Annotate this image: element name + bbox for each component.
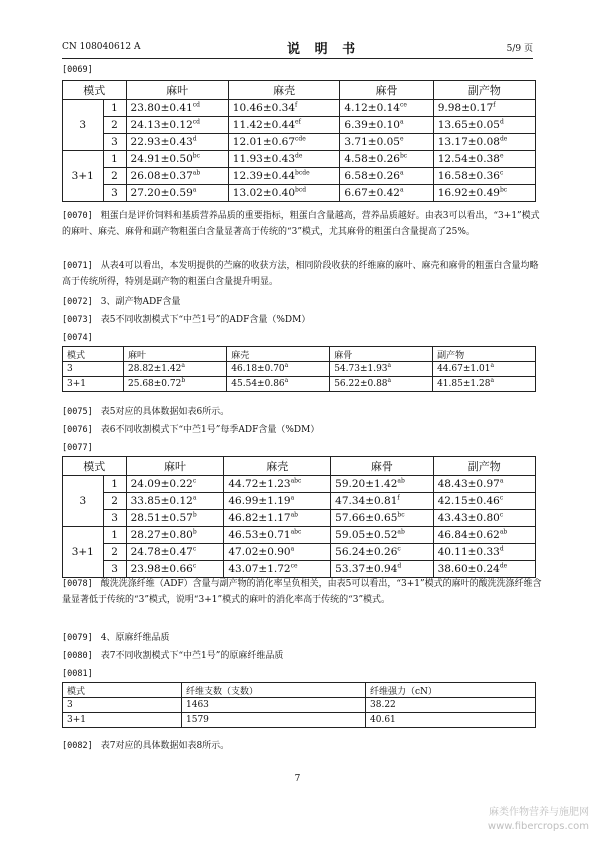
significance-letter: e <box>499 152 504 160</box>
significance-letter: c <box>192 545 197 553</box>
para-tag: [0071] <box>62 261 93 271</box>
table-header: 麻叶 <box>124 347 227 362</box>
para-text: 表7对应的具体数据如表8所示。 <box>100 741 230 751</box>
significance-letter: bcde <box>295 169 310 177</box>
page-number: 7 <box>294 774 301 784</box>
table-cell <box>126 134 228 151</box>
table-header: 模式 <box>63 457 127 476</box>
cell-value: 57.66±0.65 <box>335 512 398 524</box>
cell-value: 6.39±0.10 <box>344 119 400 131</box>
significance-letter: b <box>181 377 186 384</box>
table-cell <box>330 362 433 377</box>
cut-index-cell: 2 <box>103 544 126 561</box>
significance-letter: bcd <box>295 186 307 194</box>
table-body <box>63 698 536 728</box>
cell-value: 16.58±0.36 <box>437 170 500 182</box>
para-text: 粗蛋白是评价饲料和基质营养品质的重要指标，粗蛋白含量越高，营养品质越好。由表3可以看出，“3+1”模式的麻叶、麻壳、麻骨和副产物粗蛋白含量显著高于传统的“3”模式，尤其麻骨的粗蛋白含量提高了25%。 <box>62 211 540 237</box>
table-cell <box>433 493 535 510</box>
para-tag: [0078] <box>62 579 93 589</box>
table-row <box>63 362 536 377</box>
significance-letter: a <box>192 494 197 502</box>
table-cell <box>224 476 331 493</box>
cut-index-cell: 2 <box>103 168 126 185</box>
cut-index-cell: 2 <box>103 493 126 510</box>
significance-letter: c <box>499 511 504 519</box>
cell-value: 56.22±0.88 <box>334 379 388 389</box>
table-cell <box>224 527 331 544</box>
mode-cell: 3 <box>63 476 104 527</box>
significance-letter: d <box>192 135 197 143</box>
significance-letter: ab <box>397 477 405 485</box>
header-rule <box>62 58 533 59</box>
para-tag: [0080] <box>62 651 93 661</box>
watermark-line: 麻类作物营养与施肥网 <box>489 807 589 818</box>
cell-value: 43.43±0.80 <box>437 512 500 524</box>
cell-value: 41.85±1.28 <box>437 379 491 389</box>
cell-value: 42.15±0.46 <box>437 495 500 507</box>
cell-value: 47.02±0.90 <box>228 546 291 558</box>
table-row <box>63 493 536 510</box>
cut-index-cell: 1 <box>103 527 126 544</box>
significance-letter: a <box>490 362 495 369</box>
table-cell <box>433 544 535 561</box>
table-cell <box>340 134 433 151</box>
significance-letter: f <box>397 494 400 502</box>
table-crude-protein <box>62 80 536 202</box>
cell-value: 13.17±0.08 <box>437 136 500 148</box>
cell-value: 24.78±0.47 <box>130 546 193 558</box>
cell-value: 56.24±0.26 <box>335 546 398 558</box>
cell-value: 44.72±1.23 <box>228 478 291 490</box>
table-cell <box>228 168 340 185</box>
cell-value: 28.51±0.57 <box>130 512 193 524</box>
table-cell <box>228 151 340 168</box>
cell-value: 3.71±0.05 <box>344 136 400 148</box>
table-cell: 38.22 <box>366 698 536 713</box>
table-body <box>63 476 536 578</box>
significance-letter: abc <box>290 528 302 536</box>
table-cell <box>126 476 224 493</box>
cell-value: 59.05±0.52 <box>335 529 398 541</box>
significance-letter: a <box>192 186 197 194</box>
para-tag: [0072] <box>62 297 93 307</box>
page-indicator: 5/9 页 <box>506 43 533 54</box>
mode-cell: 3+1 <box>63 527 104 578</box>
significance-letter: ef <box>295 118 301 126</box>
significance-letter: cde <box>295 135 306 143</box>
para-0080 <box>62 648 542 664</box>
cut-index-cell: 2 <box>103 117 126 134</box>
para-0075 <box>62 404 542 420</box>
table-row <box>63 117 536 134</box>
para-0072 <box>62 294 542 310</box>
table-cell <box>224 544 331 561</box>
significance-letter: ab <box>397 528 405 536</box>
significance-letter: a <box>284 362 289 369</box>
table-cell <box>330 377 433 392</box>
cell-value: 33.85±0.12 <box>130 495 193 507</box>
table-cell <box>340 151 433 168</box>
cell-value: 12.01±0.67 <box>232 136 296 148</box>
table-body <box>63 100 536 202</box>
patent-number: CN 108040612 A <box>62 42 141 52</box>
cell-value: 59.20±1.42 <box>335 478 398 490</box>
significance-letter: a <box>399 186 404 194</box>
cut-index-cell: 1 <box>103 151 126 168</box>
cell-value: 53.37±0.94 <box>335 563 398 575</box>
table-cell <box>126 493 224 510</box>
para-0070 <box>62 208 542 240</box>
table-row <box>63 698 536 713</box>
table-header: 麻骨 <box>331 457 433 476</box>
cell-value: 40.11±0.33 <box>437 546 500 558</box>
para-tag: [0082] <box>62 741 93 751</box>
table-body <box>63 362 536 392</box>
table-row <box>63 713 536 728</box>
table-caption: 表7不同收割模式下“中苎1号”的原麻纤维品质 <box>100 651 284 661</box>
cell-value: 12.54±0.38 <box>437 153 500 165</box>
table-cell <box>124 362 227 377</box>
table-cell <box>433 100 535 117</box>
para-tag: [0075] <box>62 407 93 417</box>
table-header: 麻壳 <box>224 457 331 476</box>
significance-letter: d <box>397 562 402 570</box>
mode-cell: 3 <box>63 100 104 151</box>
cell-value: 27.20±0.59 <box>130 187 193 199</box>
table-cell <box>126 185 228 202</box>
table-cell <box>126 544 224 561</box>
table-cell <box>433 510 535 527</box>
para-tag: [0074] <box>62 333 93 343</box>
table-cell <box>433 134 535 151</box>
cell-value: 46.53±0.71 <box>228 529 291 541</box>
table-fiber-quality <box>62 682 536 728</box>
table-cell <box>126 151 228 168</box>
significance-letter: a <box>490 377 495 384</box>
table-row <box>63 544 536 561</box>
table-cell <box>331 510 433 527</box>
table-cell <box>331 544 433 561</box>
cell-value: 6.58±0.26 <box>344 170 400 182</box>
table-caption: 表6不同收割模式下“中苎1号”每季ADF含量（%DM） <box>100 425 320 435</box>
mode-cell: 3 <box>63 362 124 377</box>
cell-value: 6.67±0.42 <box>344 187 400 199</box>
table-row <box>63 100 536 117</box>
significance-letter: c <box>397 545 401 553</box>
significance-letter: c <box>499 169 504 177</box>
table-header: 麻骨 <box>340 81 433 100</box>
table-header: 模式 <box>63 347 124 362</box>
cell-value: 46.84±0.62 <box>437 529 500 541</box>
para-0074 <box>62 330 542 346</box>
cell-value: 45.54±0.86 <box>231 379 285 389</box>
cell-value: 12.39±0.44 <box>232 170 296 182</box>
table-header: 副产物 <box>433 81 535 100</box>
significance-letter: d <box>499 545 504 553</box>
table-cell <box>228 117 340 134</box>
para-0079 <box>62 630 542 646</box>
para-text: 从表4可以看出，本发明提供的苎麻的收获方法，相同阶段收获的纤维麻的麻叶、麻壳和麻骨的粗蛋白含量均略高于传统所得，特别是副产物的粗蛋白含量提升明显。 <box>62 261 539 287</box>
significance-letter: b <box>192 528 197 536</box>
significance-letter: de <box>499 562 508 570</box>
table-cell <box>228 100 340 117</box>
cell-value: 22.93±0.43 <box>130 136 193 148</box>
mode-cell: 3+1 <box>63 151 104 202</box>
para-0081 <box>62 666 542 682</box>
significance-letter: de <box>499 135 508 143</box>
table-header: 麻叶 <box>126 457 224 476</box>
para-0077 <box>62 440 542 456</box>
table-cell <box>331 493 433 510</box>
table-header: 纤维强力（cN） <box>366 683 536 698</box>
cell-value: 46.99±1.19 <box>228 495 291 507</box>
cell-value: 24.91±0.50 <box>130 153 193 165</box>
cell-value: 28.27±0.80 <box>130 529 193 541</box>
table-cell <box>433 117 535 134</box>
para-tag: [0069] <box>62 65 93 75</box>
para-0073 <box>62 312 542 328</box>
cell-value: 38.60±0.24 <box>437 563 500 575</box>
table-cell <box>126 561 224 578</box>
significance-letter: bc <box>399 152 408 160</box>
table-row <box>63 510 536 527</box>
cell-value: 44.67±1.01 <box>437 364 491 374</box>
para-tag: [0073] <box>62 315 93 325</box>
table-header: 麻骨 <box>330 347 433 362</box>
cell-value: 13.65±0.05 <box>437 119 500 131</box>
para-0071 <box>62 258 542 290</box>
mode-cell: 3+1 <box>63 377 124 392</box>
table-cell <box>224 510 331 527</box>
significance-letter: ce <box>399 101 407 109</box>
document-title: 说 明 书 <box>287 41 361 57</box>
table-header: 模式 <box>63 81 127 100</box>
table-row <box>63 527 536 544</box>
table-cell <box>331 561 433 578</box>
significance-letter: cd <box>192 101 200 109</box>
table-cell <box>331 527 433 544</box>
table-row <box>63 185 536 202</box>
significance-letter: de <box>295 152 303 160</box>
table-caption: 表5不同收割模式下“中苎1号”的ADF含量（%DM） <box>100 315 311 325</box>
table-row <box>63 151 536 168</box>
table-row <box>63 168 536 185</box>
para-tag: [0076] <box>62 425 93 435</box>
section-heading: 4、原麻纤维品质 <box>100 633 170 643</box>
table-row <box>63 377 536 392</box>
table-cell: 1463 <box>182 698 366 713</box>
para-0076 <box>62 422 542 438</box>
table-cell <box>433 362 536 377</box>
significance-letter: d <box>499 118 504 126</box>
table-cell <box>433 561 535 578</box>
cut-index-cell: 3 <box>103 561 126 578</box>
table-cell <box>433 527 535 544</box>
table-cell <box>227 377 330 392</box>
significance-letter: a <box>290 494 295 502</box>
table-header: 副产物 <box>433 457 535 476</box>
table-row <box>63 476 536 493</box>
table-cell <box>340 100 433 117</box>
table-cell: 40.61 <box>366 713 536 728</box>
significance-letter: b <box>192 511 197 519</box>
significance-letter: cd <box>192 118 200 126</box>
significance-letter: a <box>284 377 289 384</box>
cut-index-cell: 1 <box>103 100 126 117</box>
table-cell <box>126 100 228 117</box>
cell-value: 10.46±0.34 <box>232 102 296 114</box>
para-tag: [0070] <box>62 211 93 221</box>
watermark <box>488 806 589 834</box>
para-0078 <box>62 576 542 608</box>
cell-value: 9.98±0.17 <box>437 102 494 114</box>
cell-value: 54.73±1.93 <box>334 364 388 374</box>
significance-letter: a <box>387 362 392 369</box>
cell-value: 46.82±1.17 <box>228 512 291 524</box>
significance-letter: a <box>499 477 504 485</box>
table-cell <box>340 117 433 134</box>
table-cell <box>433 185 535 202</box>
cell-value: 24.09±0.22 <box>130 478 193 490</box>
cell-value: 24.13±0.12 <box>130 119 193 131</box>
table-cell: 3 <box>63 698 182 713</box>
para-0082 <box>62 738 542 754</box>
table-header: 麻叶 <box>126 81 228 100</box>
significance-letter: f <box>493 101 496 109</box>
significance-letter: c <box>499 494 504 502</box>
significance-letter: ab <box>290 511 299 519</box>
significance-letter: abc <box>290 477 302 485</box>
table-cell <box>331 476 433 493</box>
watermark-line: www.fibercrops.com <box>487 821 589 832</box>
cell-value: 25.68±0.72 <box>128 379 182 389</box>
cell-value: 4.58±0.26 <box>344 153 400 165</box>
table-cell <box>228 134 340 151</box>
cell-value: 47.34±0.81 <box>335 495 398 507</box>
table-header: 麻壳 <box>227 347 330 362</box>
table-cell: 3+1 <box>63 713 182 728</box>
para-tag: [0081] <box>62 669 93 679</box>
cell-value: 43.07±1.72 <box>228 563 291 575</box>
table-cell <box>433 377 536 392</box>
significance-letter: a <box>181 362 185 369</box>
para-text: 表5对应的具体数据如表6所示。 <box>100 407 230 417</box>
cut-index-cell: 3 <box>103 134 126 151</box>
cell-value: 23.80±0.41 <box>130 102 193 114</box>
cell-value: 48.43±0.97 <box>437 478 500 490</box>
table-cell <box>124 377 227 392</box>
cut-index-cell: 1 <box>103 476 126 493</box>
table-cell <box>126 117 228 134</box>
cell-value: 23.98±0.66 <box>130 563 193 575</box>
cut-index-cell: 3 <box>103 185 126 202</box>
table-header: 麻壳 <box>228 81 340 100</box>
para-text: 酸洗洗涤纤维（ADF）含量与副产物的消化率呈负相关，由表5可以看出，“3+1”模式的麻叶的酸洗洗涤纤维含量显著低于传统的“3”模式，说明“3+1”模式的麻叶的消化率高于传统的“3”模式。 <box>62 579 542 605</box>
table-header: 纤维支数（支数） <box>182 683 366 698</box>
table-cell <box>126 510 224 527</box>
table-cell <box>433 151 535 168</box>
significance-letter: bc <box>192 152 200 160</box>
page-header <box>62 38 533 56</box>
table-cell <box>227 362 330 377</box>
table-adf-season <box>62 456 536 578</box>
significance-letter: a <box>399 118 404 126</box>
significance-letter: f <box>295 101 298 109</box>
table-row <box>63 561 536 578</box>
significance-letter: bc <box>499 186 508 194</box>
significance-letter: a <box>399 169 404 177</box>
cell-value: 13.02±0.40 <box>232 187 296 199</box>
cell-value: 11.93±0.43 <box>232 153 296 165</box>
cell-value: 16.92±0.49 <box>437 187 500 199</box>
significance-letter: c <box>192 477 197 485</box>
significance-letter: ce <box>290 562 298 570</box>
significance-letter: e <box>399 135 404 143</box>
cell-value: 4.12±0.14 <box>344 102 400 114</box>
table-cell <box>126 168 228 185</box>
table-cell <box>224 493 331 510</box>
section-heading: 3、副产物ADF含量 <box>100 297 181 307</box>
table-header: 模式 <box>63 683 182 698</box>
significance-letter: ab <box>499 528 508 536</box>
table-cell <box>433 168 535 185</box>
significance-letter: a <box>387 377 392 384</box>
table-cell <box>433 476 535 493</box>
cell-value: 11.42±0.44 <box>232 119 296 131</box>
significance-letter: a <box>290 545 295 553</box>
table-cell <box>126 527 224 544</box>
table-cell <box>340 185 433 202</box>
table-cell <box>228 185 340 202</box>
significance-letter: ab <box>192 169 201 177</box>
table-cell <box>340 168 433 185</box>
para-tag: [0079] <box>62 633 93 643</box>
table-row <box>63 134 536 151</box>
cut-index-cell: 3 <box>103 510 126 527</box>
table-adf <box>62 346 536 392</box>
cell-value: 46.18±0.70 <box>231 364 285 374</box>
significance-letter: c <box>192 562 197 570</box>
para-tag: [0077] <box>62 443 93 453</box>
para-0069 <box>62 62 542 78</box>
table-header: 副产物 <box>433 347 536 362</box>
table-cell: 1579 <box>182 713 366 728</box>
table-cell <box>224 561 331 578</box>
cell-value: 26.08±0.37 <box>130 170 193 182</box>
significance-letter: bc <box>397 511 405 519</box>
cell-value: 28.82±1.42 <box>128 364 182 374</box>
